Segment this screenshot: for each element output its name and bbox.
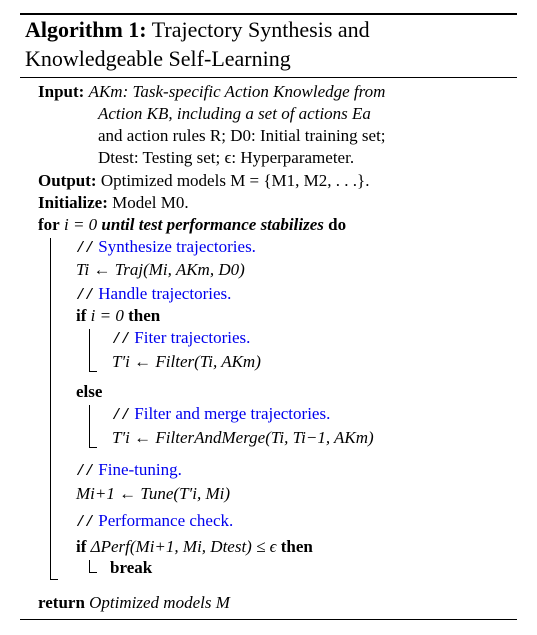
- if-condition: i = 0: [90, 306, 124, 325]
- until-text: until test performance stabilizes: [101, 215, 324, 234]
- tune-statement: Mi+1 ← Tune(T′i, Mi): [76, 484, 231, 503]
- input-line: [38, 82, 385, 102]
- comment-marker: //: [76, 287, 95, 304]
- initialize-keyword: Initialize:: [38, 193, 108, 212]
- top-rule: [20, 13, 517, 15]
- if2-body-end: [89, 572, 97, 573]
- input-line2: Action KB, including a set of actions Ea: [98, 104, 371, 123]
- for-line: [38, 215, 346, 235]
- if2-keyword: if: [76, 537, 87, 556]
- comment-filter: [112, 328, 250, 350]
- break-keyword: break: [110, 558, 153, 577]
- comment-marker: //: [112, 407, 131, 424]
- if-line: [76, 306, 160, 326]
- if2-body-line: [89, 560, 90, 572]
- comment-merge-text: Filter and merge trajectories.: [134, 404, 331, 423]
- then2-keyword: then: [280, 537, 313, 556]
- input-line4: Dtest: Testing set; ϵ: Hyperparameter.: [98, 148, 355, 167]
- output-keyword: Output:: [38, 171, 97, 190]
- algorithm-title-line2: Knowledgeable Self-Learning: [25, 46, 291, 71]
- merge-statement: T′i ← FilterAndMerge(Ti, Ti−1, AKm): [112, 428, 374, 447]
- if-body-end: [89, 371, 97, 372]
- output-line: [38, 171, 369, 191]
- comment-filter-text: Fiter trajectories.: [134, 328, 251, 347]
- bottom-rule: [20, 619, 517, 620]
- if2-line: [76, 537, 313, 557]
- comment-handle-text: Handle trajectories.: [98, 284, 232, 303]
- input-keyword: Input:: [38, 82, 85, 101]
- else-keyword: else: [76, 382, 103, 401]
- comment-marker: //: [112, 331, 131, 348]
- output-text: Optimized models M = {M1, M2, . . .}.: [100, 171, 370, 190]
- loop-body-end: [50, 579, 58, 580]
- algorithm-label: Algorithm 1:: [25, 17, 147, 42]
- initialize-text: Model M0.: [112, 193, 189, 212]
- comment-synth-text: Synthesize trajectories.: [98, 237, 256, 256]
- if2-condition: ΔPerf(Mi+1, Mi, Dtest) ≤ ϵ: [90, 537, 277, 556]
- initialize-line: [38, 193, 189, 213]
- for-keyword: for: [38, 215, 60, 234]
- comment-marker: //: [76, 463, 95, 480]
- filter-statement: T′i ← Filter(Ti, AKm): [112, 352, 261, 371]
- return-text: Optimized models M: [89, 593, 230, 612]
- comment-merge: [112, 404, 330, 426]
- for-condition: i = 0: [63, 215, 98, 234]
- title-rule: [20, 77, 517, 78]
- comment-synth: [76, 237, 256, 259]
- comment-perf-text: Performance check.: [98, 511, 234, 530]
- comment-finetune-text: Fine-tuning.: [98, 460, 182, 479]
- if-keyword: if: [76, 306, 87, 325]
- comment-marker: //: [76, 514, 95, 531]
- comment-handle: [76, 284, 231, 306]
- return-line: [38, 593, 230, 613]
- else-body-line: [89, 405, 90, 447]
- input-text-1: [89, 82, 386, 101]
- algorithm-title-line1: [25, 17, 370, 43]
- comment-perf: [76, 511, 233, 533]
- algorithm-title-text: Trajectory Synthesis and: [151, 17, 370, 42]
- then-keyword: then: [128, 306, 161, 325]
- traj-statement: Ti ← Traj(Mi, AKm, D0): [76, 260, 245, 279]
- input-line1-text: AKm: Task-specific Action Knowledge from: [88, 82, 386, 101]
- loop-body-line: [50, 238, 51, 579]
- else-body-end: [89, 447, 97, 448]
- if-body-line: [89, 329, 90, 371]
- comment-marker: //: [76, 240, 95, 257]
- return-keyword: return: [38, 593, 85, 612]
- comment-finetune: [76, 460, 182, 482]
- input-line3: and action rules R; D0: Initial training set;: [98, 126, 386, 145]
- do-keyword: do: [328, 215, 347, 234]
